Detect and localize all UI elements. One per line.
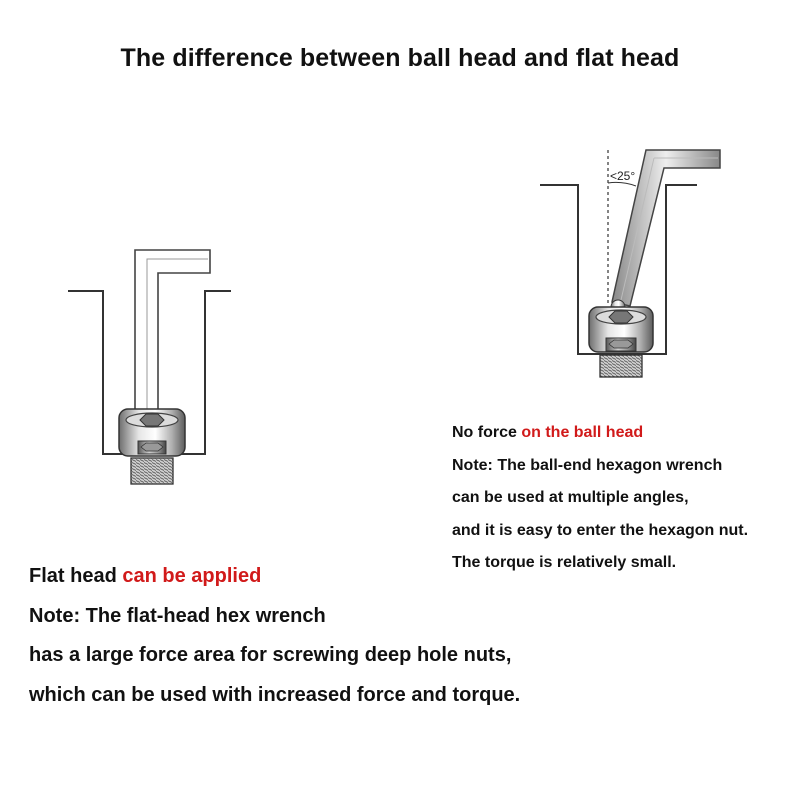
flat-head-note-line: Note: The flat-head hex wrench	[29, 604, 326, 627]
flat-head-note-line: which can be used with increased force and torque.	[29, 683, 521, 706]
diagram-title: The difference between ball head and flat head	[120, 44, 680, 72]
ball-head-note-line: and it is easy to enter the hexagon nut.	[452, 521, 749, 539]
flat-head-note	[29, 557, 520, 715]
ball-head-illustration	[540, 150, 720, 377]
ball-head-note-line: can be used at multiple angles,	[452, 489, 689, 506]
ball-head-note-line: The torque is relatively small.	[452, 554, 677, 571]
flat-head-socket-bolt	[119, 409, 185, 484]
ball-head-socket-bolt	[589, 307, 653, 377]
flat-head-hex-wrench	[135, 250, 210, 414]
angle-label: <25°	[610, 169, 636, 183]
flat-head-note-heading: Flat head can be applied	[29, 565, 262, 587]
ball-head-note-line: Note: The ball-end hexagon wrench	[452, 456, 723, 474]
ball-head-note	[452, 417, 748, 580]
ball-head-note-heading: No force on the ball head	[452, 424, 644, 441]
flat-head-note-line: has a large force area for screwing deep hole nuts,	[29, 644, 512, 666]
flat-head-illustration	[68, 250, 231, 484]
